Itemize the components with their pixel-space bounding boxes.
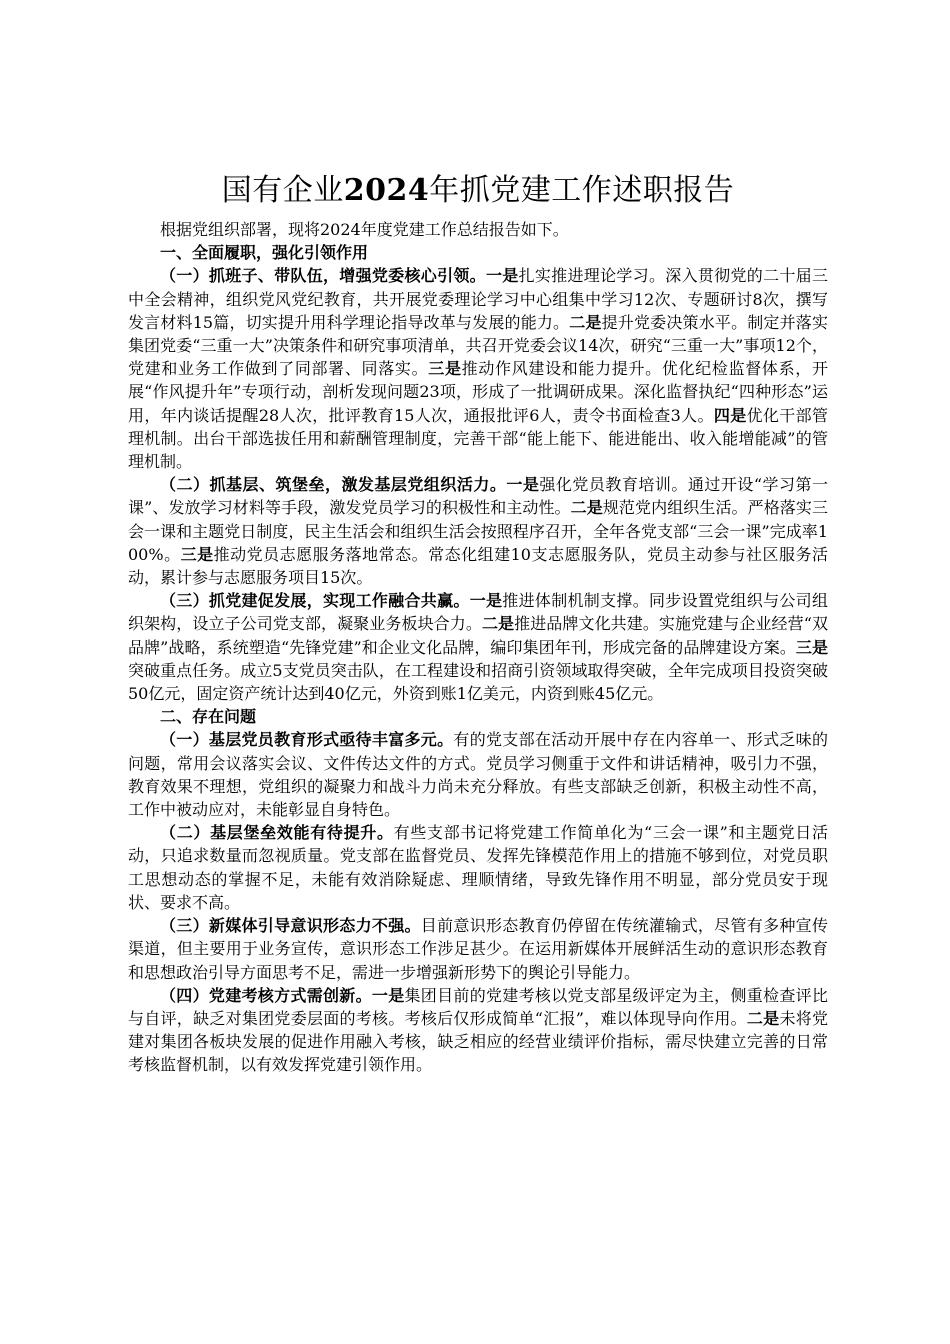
point-marker: 三是 <box>180 544 214 564</box>
paragraph-lead: （二）基层堡垒效能有待提升。 <box>160 823 394 843</box>
point-marker: 一是 <box>371 985 405 1005</box>
paragraph-problem-media <box>128 914 828 984</box>
paragraph-text: 集团目前的党建考核以党支部星级评定为主，侧重检查评比与自评，缺乏对集团党委层面的考核。考核后仅形成简单“汇报”，难以体现导向作用。 <box>128 985 828 1028</box>
paragraph-lead: （三）新媒体引导意识形态力不强。 <box>160 916 421 936</box>
point-marker: 四是 <box>713 405 747 425</box>
paragraph-leadership <box>128 264 828 473</box>
paragraph-text: 有些支部书记将党建工作简单化为“三会一课”和主题党日活动，只追求数量而忽视质量。党支部在监督党员、发挥先锋模范作用上的措施不够到位，对党员职工思想动态的掌握不足，未能有效消除疑虑、理顺情绪，导致先锋作用不明显，部分党员安于现状、要求不高。 <box>128 823 828 912</box>
paragraph-text: 优化干部管理机制。出台干部选拔任用和薪酬管理制度，完善干部“能上能下、能进能出、收入能增能减”的管理机制。 <box>128 405 828 472</box>
paragraph-text: 推动党员志愿服务落地常态。常态化组建10支志愿服务队，党员主动参与社区服务活动，累计参与志愿服务项目15次。 <box>128 544 828 588</box>
paragraph-text: 提升党委决策水平。制定并落实集团党委“三重一大”决策条件和研究事项清单，共召开党委会议14次，研究“三重一大”事项12个，党建和业务工作做到了同部署、同落实。 <box>128 312 828 379</box>
paragraph-lead: （二）抓基层、筑堡垒，激发基层党组织活力。 <box>160 475 507 495</box>
paragraph-lead: （一）基层党员教育形式亟待丰富多元。 <box>160 730 454 750</box>
paragraph-text: 推进体制机制支撑。同步设置党组织与公司组织架构，设立子公司党支部，凝聚业务板块合力。 <box>128 591 828 634</box>
paragraph-lead: （一）抓班子、带队伍，增强党委核心引领。 <box>160 266 486 286</box>
point-marker: 二是 <box>746 1008 780 1028</box>
paragraph-text: 未将党建对集团各板块发展的促进作用融入考核，缺乏相应的经营业绩评价指标，需尽快建立完善的日常考核监督机制，以有效发挥党建引领作用。 <box>128 1008 828 1075</box>
paragraph-text: 有的党支部在活动开展中存在内容单一、形式乏味的问题，常用会议落实会议、文件传达文件的方式。党员学习侧重于文件和讲话精神，吸引力不强，教育效果不理想，党组织的凝聚力和战斗力尚未充分释放。有些支部缺乏创新，积极主动性不高，工作中被动应对，未能彰显自身特色。 <box>128 730 828 820</box>
section-heading-performance: 一、全面履职，强化引领作用 <box>160 243 369 263</box>
point-marker: 三是 <box>795 637 828 657</box>
section-heading-problems: 二、存在问题 <box>160 707 257 727</box>
document-title <box>128 170 828 212</box>
point-marker: 三是 <box>428 359 462 379</box>
point-marker: 一是 <box>469 591 503 611</box>
paragraph-text: 规范党内组织生活。严格落实三会一课和主题党日制度，民主生活会和组织生活会按照程序召开，全年各党支部“三会一课”完成率100%。 <box>128 498 828 564</box>
title-prefix: 国有企业 <box>221 173 344 208</box>
paragraph-development <box>128 589 828 705</box>
point-marker: 二是 <box>569 312 602 332</box>
paragraph-lead: （四）党建考核方式需创新。 <box>160 985 372 1005</box>
paragraph-text: 扎实推进理论学习。深入贯彻党的二十届三中全会精神，组织党风党纪教育，共开展党委理论学习中心组集中学习12次、专题研讨8次，撰写发言材料15篇，切实提升用科学理论指导改革与发展的能力。 <box>128 266 828 332</box>
paragraph-text: 推动作风建设和能力提升。优化纪检监督体系，开展“作风提升年”专项行动，剖析发现问题23项，形成了一批调研成果。深化监督执纪“四种形态”运用，年内谈话提醒28人次，批评教育15人次，通报批评6人，责令书面检查3人。 <box>128 359 828 425</box>
document-body <box>128 170 828 1077</box>
paragraph-text: 目前意识形态教育仍停留在传统灌输式，尽管有多种宣传渠道，但主要用于业务宣传，意识形态工作涉足甚少。在运用新媒体开展鲜活生动的意识形态教育和思想政治引导方面思考不足，需进一步增强新形势下的舆论引导能力。 <box>128 916 828 982</box>
point-marker: 一是 <box>485 266 519 286</box>
point-marker: 一是 <box>506 475 540 495</box>
paragraph-problem-education <box>128 728 828 821</box>
paragraph-problem-assessment <box>128 984 828 1077</box>
title-year: 2024 <box>343 173 430 208</box>
paragraph-text: 推进品牌文化共建。实施党建与企业经营“双品牌”战略，系统塑造“先锋党建”和企业文化品牌，编印集团年刊，形成完备的品牌建设方案。 <box>128 614 828 657</box>
paragraph-text: 强化党员教育培训。通过开设“学习第一课”、发放学习材料等手段，激发党员学习的积极性和主动性。 <box>128 475 828 518</box>
point-marker: 二是 <box>481 614 515 634</box>
paragraph-lead: （三）抓党建促发展，实现工作融合共赢。 <box>160 591 470 611</box>
paragraph-text: 突破重点任务。成立5支党员突击队，在工程建设和招商引资领域取得突破，全年完成项目投资突破50亿元，固定资产统计达到40亿元，外资到账1亿美元，内资到账45亿元。 <box>128 660 828 704</box>
paragraph-problem-efficacy <box>128 821 828 914</box>
point-marker: 二是 <box>570 498 603 518</box>
intro-paragraph: 根据党组织部署，现将2024年度党建工作总结报告如下。 <box>160 220 569 239</box>
paragraph-grassroots <box>128 473 828 589</box>
title-suffix: 年抓党建工作述职报告 <box>429 173 735 208</box>
